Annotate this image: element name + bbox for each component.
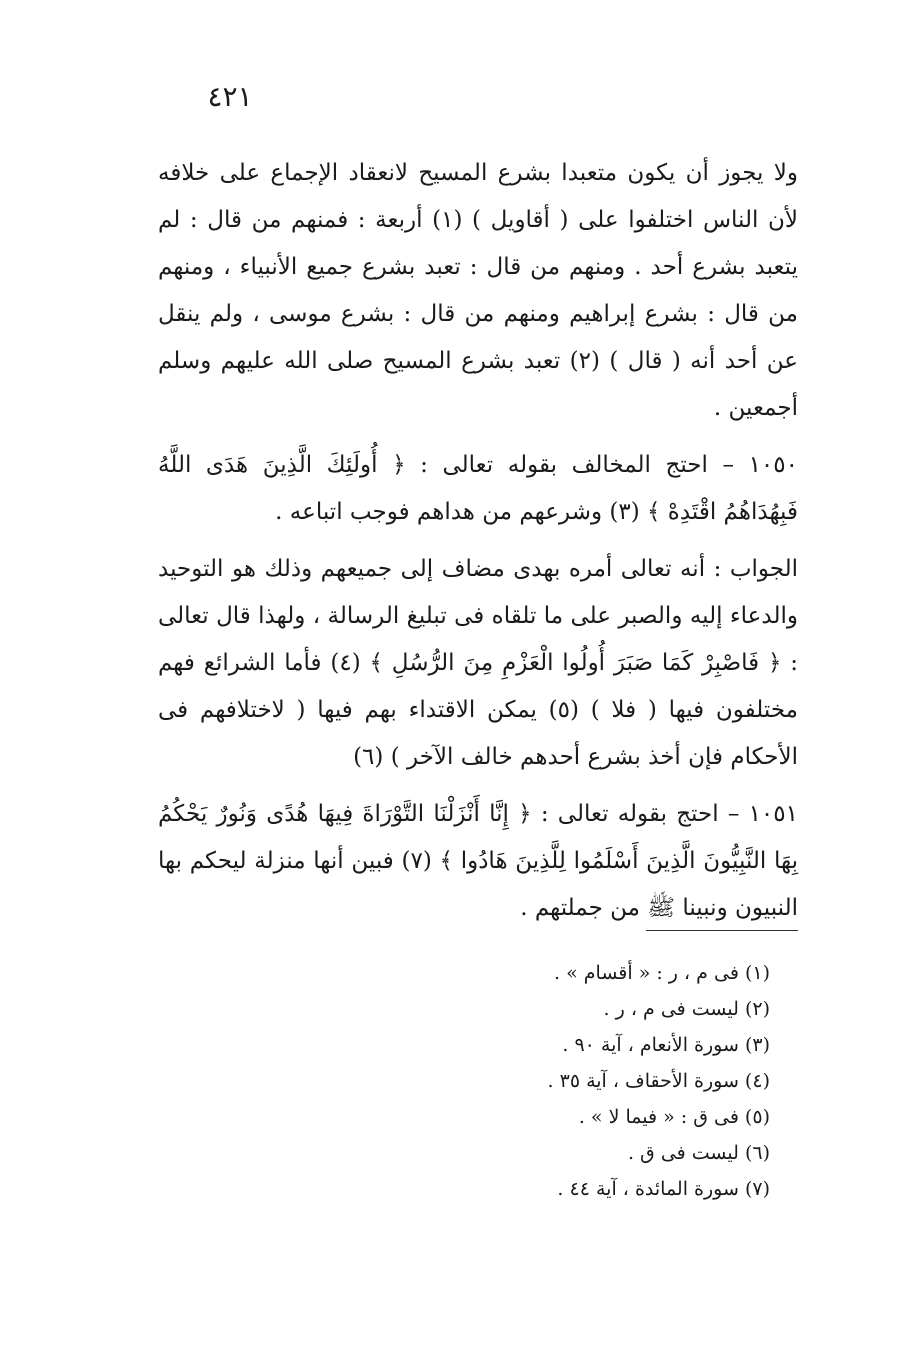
paragraph-4: ١٠٥١ – احتج بقوله تعالى : ﴿ إِنَّا أَنْزَلْنَا التَّوْرَاةَ فِيهَا هُدًى وَنُورٌ يَحْكُمُ بِهَا النَّبِيُّونَ الَّذِينَ أَسْلَمُوا لِلَّذِينَ هَادُوا ﴾ (٧) فبين أنها منزلة ليحكم بها النبيون ونبينا ﷺ من جملتهم . bbox=[158, 801, 798, 921]
footnotes bbox=[300, 955, 770, 1207]
paragraph-1: ولا يجوز أن يكون متعبدا بشرع المسيح لانعقاد الإجماع على خلافه لأن الناس اختلفوا على ( أقاويل ) (١) أربعة : فمنهم من قال : لم يتعبد بشرع أحد . ومنهم من قال : تعبد بشرع جميع الأنبياء ، ومنهم من قال : بشرع إبراهيم ومنهم من قال : بشرع موسى ، ولم ينقل عن أحد أنه ( قال ) (٢) تعبد بشرع المسيح صلى الله عليهم وسلم أجمعين . bbox=[158, 160, 798, 421]
page-number: ٤٢١ bbox=[207, 80, 253, 113]
footnote-1: (١) فى م ، ر : « أقسام » . bbox=[554, 962, 770, 984]
footnote-4: (٤) سورة الأحقاف ، آية ٣٥ . bbox=[547, 1070, 770, 1092]
footnote-divider bbox=[646, 930, 798, 931]
footnote-5: (٥) فى ق : « فيما لا » . bbox=[578, 1106, 770, 1128]
footnote-6: (٦) ليست فى ق . bbox=[627, 1142, 770, 1164]
footnote-7: (٧) سورة المائدة ، آية ٤٤ . bbox=[557, 1178, 770, 1200]
main-text bbox=[158, 150, 798, 942]
paragraph-3: الجواب : أنه تعالى أمره بهدى مضاف إلى جميعهم وذلك هو التوحيد والدعاء إليه والصبر على ما تلقاه فى تبليغ الرسالة ، ولهذا قال تعالى : ﴿ فَاصْبِرْ كَمَا صَبَرَ أُولُوا الْعَزْمِ مِنَ الرُّسُلِ ﴾ (٤) فأما الشرائع فهم مختلفون فيها ( فلا ) (٥) يمكن الاقتداء بهم فيها ( لاختلافهم فى الأحكام فإن أخذ بشرع أحدهم خالف الآخر ) (٦) bbox=[158, 556, 799, 770]
footnote-3: (٣) سورة الأنعام ، آية ٩٠ . bbox=[562, 1034, 770, 1056]
paragraph-2: ١٠٥٠ – احتج المخالف بقوله تعالى : ﴿ أُولَئِكَ الَّذِينَ هَدَى اللَّهُ فَبِهُدَاهُمُ اقْتَدِهْ ﴾ (٣) وشرعهم من هداهم فوجب اتباعه . bbox=[158, 452, 798, 525]
footnote-2: (٢) ليست فى م ، ر . bbox=[603, 998, 770, 1020]
